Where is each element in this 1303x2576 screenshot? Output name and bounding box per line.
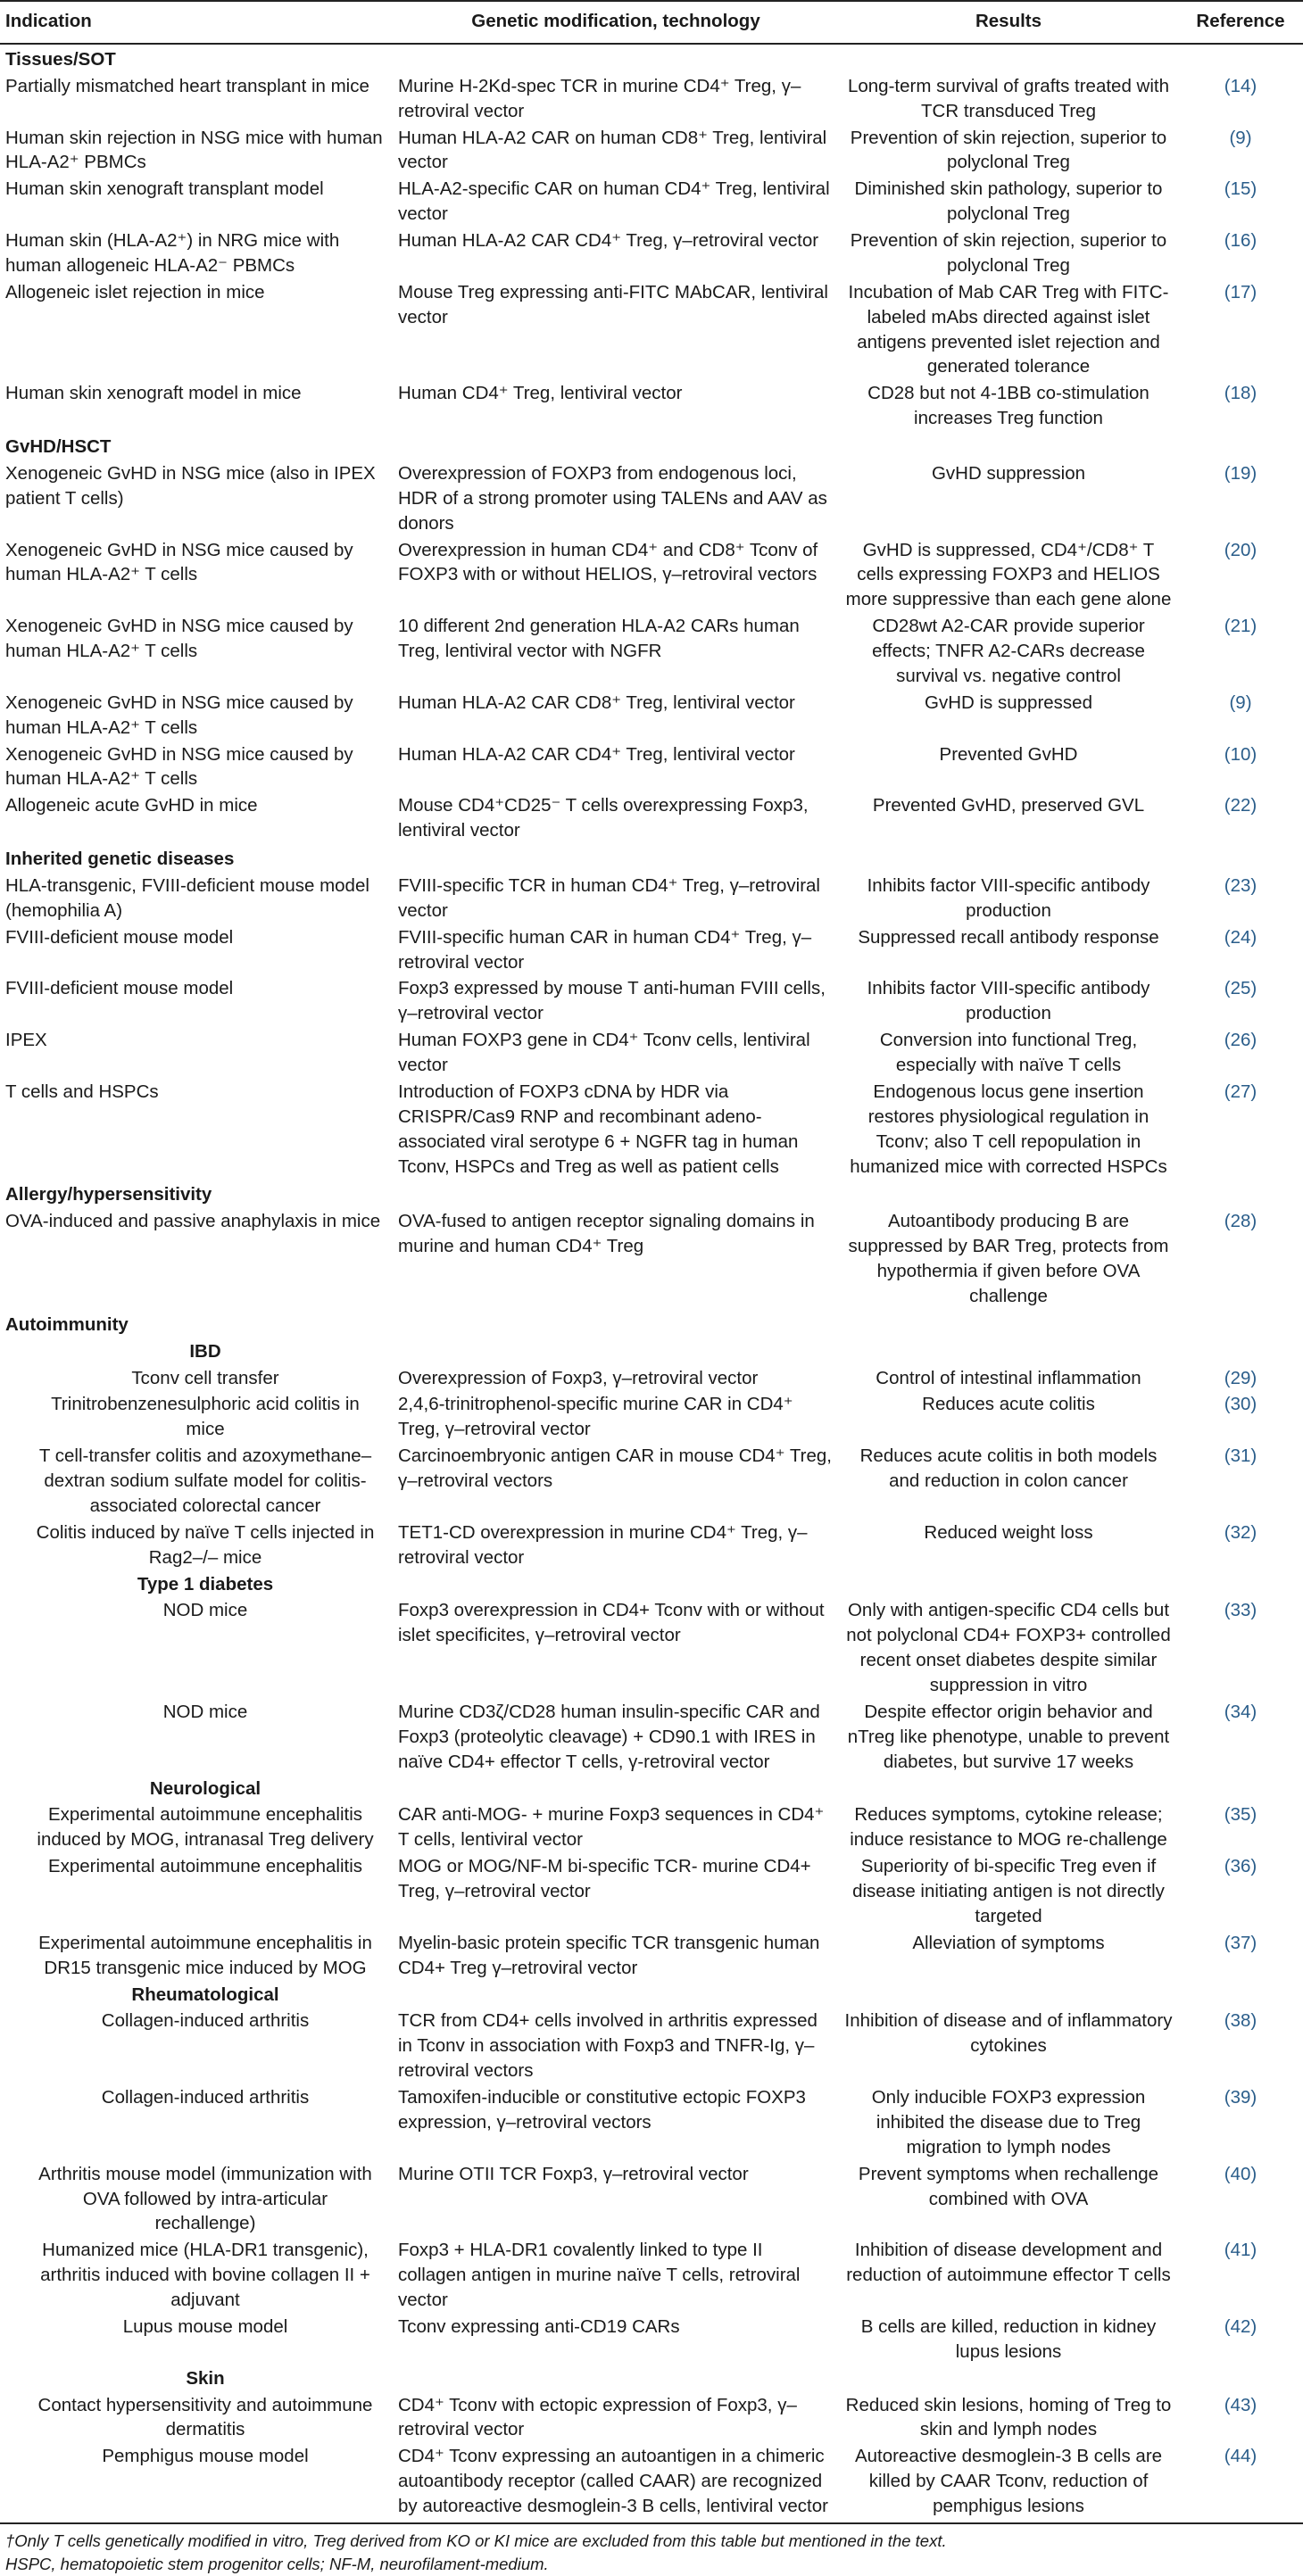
results-cell: Diminished skin pathology, superior to polyclonal Treg	[854, 178, 1163, 225]
indication-cell: Tconv cell transfer	[131, 1367, 279, 1388]
table-row	[0, 228, 1303, 279]
table-row	[0, 1079, 1303, 1180]
results-cell: GvHD is suppressed, CD4⁺/CD8⁺ T cells expressing FOXP3 and HELIOS more suppressive than each gene alone	[845, 539, 1172, 610]
indication-cell: Experimental autoimmune encephalitis induced by MOG, intranasal Treg delivery	[37, 1804, 374, 1851]
indication-cell: Human skin (HLA-A2⁺) in NRG mice with human allogeneic HLA-A2⁻ PBMCs	[5, 230, 340, 276]
subsection-title: Neurological	[149, 1777, 261, 1799]
technology-cell: HLA-A2-specific CAR on human CD4⁺ Treg, lentiviral vector	[398, 178, 830, 225]
table-row	[0, 873, 1303, 924]
table-row	[0, 380, 1303, 432]
technology-cell: Human HLA-A2 CAR CD4⁺ Treg, γ–retroviral vector	[398, 230, 819, 251]
reference-cell[interactable]: (30)	[1224, 1394, 1257, 1415]
results-cell: Autoantibody producing B are suppressed by BAR Treg, protects from hypothermia if given before OVA challenge	[848, 1211, 1169, 1306]
reference-cell[interactable]: (44)	[1178, 2443, 1303, 2523]
table-row	[0, 924, 1303, 976]
subsection-spacer	[393, 2365, 1303, 2392]
results-cell: Prevention of skin rejection, superior to polyclonal Treg	[850, 230, 1167, 276]
indication-cell: Colitis induced by naïve T cells injected in Rag2–/– mice	[36, 1521, 375, 1568]
subsection-heading-row	[0, 1776, 1303, 1802]
technology-cell: Carcinoembryonic antigen CAR in mouse CD4⁺ Treg, γ–retroviral vectors	[398, 1445, 832, 1491]
technology-cell: Mouse Treg expressing anti-FITC MAbCAR, lentiviral vector	[398, 281, 828, 327]
indication-cell: Contact hypersensitivity and autoimmune dermatitis	[37, 2394, 373, 2440]
table-row	[0, 613, 1303, 690]
subsection-heading-row	[0, 1982, 1303, 2009]
reference-cell[interactable]: (20)	[1224, 539, 1257, 560]
technology-cell: Overexpression in human CD4⁺ and CD8⁺ Tconv of FOXP3 with or without HELIOS, γ–retroviral vectors	[398, 539, 818, 585]
technology-cell: Murine OTII TCR Foxp3, γ–retroviral vector	[398, 2163, 749, 2184]
technology-cell: TCR from CD4+ cells involved in arthritis expressed in Tconv in association with Foxp3 and TNFR-Ig, γ–retroviral vectors	[398, 2010, 817, 2082]
results-cell: Alleviation of symptoms	[912, 1932, 1105, 1953]
table-row	[0, 1365, 1303, 1392]
results-cell: Autoreactive desmoglein-3 B cells are killed by CAAR Tconv, reduction of pemphigus lesions	[839, 2443, 1178, 2523]
reference-cell[interactable]: (29)	[1224, 1367, 1257, 1388]
table-row	[0, 125, 1303, 177]
header-indication: Indication	[0, 1, 393, 44]
indication-cell: Xenogeneic GvHD in NSG mice caused by human HLA-A2⁺ T cells	[5, 616, 353, 661]
table-row	[0, 1699, 1303, 1776]
technology-cell: FVIII-specific human CAR in human CD4⁺ Treg, γ–retroviral vector	[398, 926, 812, 973]
reference-cell[interactable]: (14)	[1224, 75, 1257, 96]
reference-cell[interactable]: (34)	[1224, 1701, 1257, 1722]
reference-cell[interactable]: (22)	[1224, 795, 1257, 816]
results-cell: Prevented GvHD, preserved GVL	[872, 795, 1145, 816]
results-cell: Inhibition of disease development and reduction of autoimmune effector T cells	[846, 2240, 1171, 2286]
reference-cell[interactable]: (18)	[1224, 383, 1257, 404]
technology-cell: Myelin-basic protein specific TCR transgenic human CD4+ Treg γ–retroviral vector	[398, 1932, 820, 1978]
section-heading-row	[0, 44, 1303, 73]
reference-cell[interactable]: (39)	[1224, 2087, 1257, 2108]
reference-cell[interactable]: (19)	[1224, 462, 1257, 484]
subsection-heading-row	[0, 1338, 1303, 1365]
results-cell: Prevented GvHD	[939, 743, 1078, 765]
subsection-spacer	[393, 1571, 1303, 1598]
results-cell: Only inducible FOXP3 expression inhibited the disease due to Treg migration to lymph nodes	[871, 2087, 1146, 2158]
reference-cell[interactable]: (33)	[1224, 1600, 1257, 1621]
indication-cell: Xenogeneic GvHD in NSG mice caused by human HLA-A2⁺ T cells	[5, 743, 353, 790]
subsection-title: IBD	[189, 1340, 221, 1362]
subsection-title: Type 1 diabetes	[137, 1573, 274, 1594]
section-title: Inherited genetic diseases	[5, 849, 235, 869]
indication-cell: OVA-induced and passive anaphylaxis in mice	[5, 1211, 381, 1232]
results-cell: CD28 but not 4-1BB co-stimulation increases Treg function	[867, 383, 1149, 429]
table-row	[0, 1391, 1303, 1443]
results-cell: Reduces symptoms, cytokine release; induce resistance to MOG re-challenge	[850, 1804, 1167, 1851]
indication-cell: IPEX	[5, 1030, 47, 1051]
reference-cell[interactable]: (41)	[1224, 2240, 1257, 2261]
table-row	[0, 2314, 1303, 2365]
table-row	[0, 1853, 1303, 1930]
indication-cell: Xenogeneic GvHD in NSG mice (also in IPEX patient T cells)	[5, 462, 376, 509]
indication-cell: Partially mismatched heart transplant in mice	[5, 75, 369, 96]
table-row	[0, 741, 1303, 793]
header-technology: Genetic modification, technology	[393, 1, 839, 44]
table-footnotes	[0, 2524, 1303, 2576]
technology-cell: CAR anti-MOG- + murine Foxp3 sequences in CD4⁺ T cells, lentiviral vector	[398, 1804, 825, 1851]
indication-cell: Human skin xenograft model in mice	[5, 383, 302, 404]
section-title: Tissues/SOT	[5, 48, 116, 70]
technology-cell: Tamoxifen-inducible or constitutive ectopic FOXP3 expression, γ–retroviral vectors	[398, 2087, 806, 2133]
indication-cell: Trinitrobenzenesulphoric acid colitis in mice	[51, 1394, 360, 1440]
indication-cell: Arthritis mouse model (immunization with OVA followed by intra-articular rechallenge)	[38, 2163, 372, 2234]
table-row	[0, 73, 1303, 125]
table-body	[0, 44, 1303, 2523]
table-row	[0, 460, 1303, 537]
results-cell: Inhibition of disease and of inflammatory cytokines	[844, 2010, 1173, 2057]
reference-cell[interactable]: (37)	[1224, 1932, 1257, 1953]
indication-cell: NOD mice	[162, 1701, 248, 1722]
indication-cell: Experimental autoimmune encephalitis in DR15 transgenic mice induced by MOG	[38, 1932, 372, 1978]
section-title: GvHD/HSCT	[5, 436, 112, 457]
indication-cell: NOD mice	[162, 1600, 248, 1621]
table-row	[0, 2392, 1303, 2444]
reference-cell[interactable]: (38)	[1224, 2010, 1257, 2032]
table-row	[0, 279, 1303, 381]
results-cell: B cells are killed, reduction in kidney lupus lesions	[860, 2315, 1157, 2362]
technology-cell: Foxp3 + HLA-DR1 covalently linked to type II collagen antigen in murine naïve T cells, retroviral vector	[398, 2240, 801, 2310]
reference-cell[interactable]: (21)	[1224, 616, 1257, 637]
table-row	[0, 792, 1303, 844]
technology-cell: Tconv expressing anti-CD19 CARs	[398, 2315, 680, 2337]
technology-cell: MOG or MOG/NF-M bi-specific TCR- murine CD4+ Treg, γ–retroviral vector	[398, 1856, 811, 1901]
table-row	[0, 1520, 1303, 1571]
results-cell: Superiority of bi-specific Treg even if disease initiating antigen is not directly targeted	[852, 1856, 1165, 1926]
reference-cell[interactable]: (10)	[1224, 743, 1257, 765]
table-row	[0, 176, 1303, 228]
indication-cell: Experimental autoimmune encephalitis	[47, 1856, 363, 1877]
results-cell: GvHD suppression	[931, 462, 1086, 484]
table-row	[0, 1802, 1303, 1853]
technology-cell: Human HLA-A2 CAR on human CD8⁺ Treg, lentiviral vector	[398, 127, 827, 173]
technology-cell: CD4⁺ Tconv expressing an autoantigen in a chimeric autoantibody receptor (called CAAR) are recognized by autoreactive desmoglein-3 B cells, lentiviral vector	[393, 2443, 839, 2523]
indication-cell: Lupus mouse model	[122, 2315, 288, 2337]
technology-cell: Human HLA-A2 CAR CD4⁺ Treg, lentiviral vector	[398, 743, 795, 765]
technology-cell: Murine CD3ζ/CD28 human insulin-specific CAR and Foxp3 (proteolytic cleavage) + CD90.1 with IRES in naïve CD4+ effector T cells, γ-retroviral vector	[398, 1701, 820, 1772]
results-cell: Prevent symptoms when rechallenge combined with OVA	[858, 2163, 1159, 2209]
results-cell: Incubation of Mab CAR Treg with FITC-labeled mAbs directed against islet antigens prevented islet rejection and generated tolerance	[848, 281, 1169, 377]
table-row	[0, 1597, 1303, 1699]
reference-cell[interactable]: (24)	[1224, 926, 1257, 948]
subsection-spacer	[393, 1338, 1303, 1365]
subsection-spacer	[393, 1776, 1303, 1802]
reference-cell[interactable]: (26)	[1224, 1030, 1257, 1051]
indication-cell: Human skin rejection in NSG mice with human HLA-A2⁺ PBMCs	[5, 127, 383, 173]
indication-cell: FVIII-deficient mouse model	[5, 978, 234, 999]
indication-cell: Allogeneic islet rejection in mice	[5, 281, 265, 302]
section-title: Allergy/hypersensitivity	[5, 1184, 212, 1205]
reference-cell[interactable]: (16)	[1224, 230, 1257, 251]
subsection-heading-row	[0, 1571, 1303, 1598]
technology-cell: Overexpression of FOXP3 from endogenous loci, HDR of a strong promoter using TALENs and AAV as donors	[398, 462, 827, 534]
section-heading-row	[0, 1310, 1303, 1338]
results-cell: Despite effector origin behavior and nTreg like phenotype, unable to prevent diabetes, but survive 17 weeks	[847, 1701, 1170, 1772]
results-cell: Prevention of skin rejection, superior to polyclonal Treg	[850, 127, 1167, 173]
table-row	[0, 2008, 1303, 2084]
reference-cell[interactable]: (42)	[1224, 2315, 1257, 2337]
indication-cell: Human skin xenograft transplant model	[5, 178, 324, 200]
reference-cell[interactable]: (15)	[1224, 178, 1257, 200]
table-row	[0, 2443, 1303, 2523]
indication-cell: Pemphigus mouse model	[0, 2443, 393, 2523]
results-cell: Reduces acute colitis	[922, 1394, 1095, 1415]
results-cell: Reduced weight loss	[924, 1521, 1093, 1543]
reference-cell[interactable]: (36)	[1224, 1856, 1257, 1877]
results-cell: CD28wt A2-CAR provide superior effects; TNFR A2-CARs decrease survival vs. negative control	[872, 616, 1145, 686]
indication-cell: FVIII-deficient mouse model	[5, 926, 234, 948]
results-cell: Conversion into functional Treg, especially with naïve T cells	[879, 1030, 1138, 1075]
results-cell: Endogenous locus gene insertion restores physiological regulation in Tconv; also T cell repopulation in humanized mice with corrected HSPCs	[850, 1081, 1167, 1177]
table-row	[0, 2084, 1303, 2161]
table-row	[0, 2237, 1303, 2314]
results-cell: Inhibits factor VIII-specific antibody production	[867, 978, 1150, 1024]
table-header	[0, 1, 1303, 44]
reference-cell[interactable]: (25)	[1224, 978, 1257, 999]
results-cell: Reduces acute colitis in both models and reduction in colon cancer	[859, 1445, 1158, 1491]
technology-cell: Human FOXP3 gene in CD4⁺ Tconv cells, lentiviral vector	[398, 1030, 810, 1075]
reference-cell[interactable]: (43)	[1224, 2394, 1257, 2415]
technology-cell: Foxp3 expressed by mouse T anti-human FVIII cells, γ–retroviral vector	[398, 978, 826, 1024]
section-heading-row	[0, 1180, 1303, 1208]
indication-cell: Collagen-induced arthritis	[101, 2087, 310, 2108]
reference-cell[interactable]: (9)	[1229, 127, 1252, 148]
reference-cell[interactable]: (27)	[1224, 1081, 1257, 1102]
reference-cell[interactable]: (28)	[1224, 1211, 1257, 1232]
indication-cell: T cells and HSPCs	[5, 1081, 159, 1102]
reference-cell[interactable]: (23)	[1224, 874, 1257, 896]
results-cell: Reduced skin lesions, homing of Treg to skin and lymph nodes	[845, 2394, 1172, 2440]
reference-cell[interactable]: (17)	[1224, 281, 1257, 302]
reference-cell[interactable]: (32)	[1224, 1521, 1257, 1543]
technology-cell: OVA-fused to antigen receptor signaling domains in murine and human CD4⁺ Treg	[398, 1211, 815, 1257]
reference-cell[interactable]: (31)	[1224, 1445, 1257, 1467]
table-row	[0, 1027, 1303, 1079]
indication-cell: Humanized mice (HLA-DR1 transgenic), arthritis induced with bovine collagen II + adjuvant	[40, 2240, 370, 2310]
section-heading-row	[0, 844, 1303, 873]
results-cell: Suppressed recall antibody response	[858, 926, 1159, 948]
reference-cell[interactable]: (40)	[1224, 2163, 1257, 2184]
subsection-spacer	[393, 1982, 1303, 2009]
subsection-title: Skin	[186, 2367, 225, 2389]
technology-cell: Human HLA-A2 CAR CD8⁺ Treg, lentiviral vector	[398, 692, 795, 713]
technology-cell: CD4⁺ Tconv with ectopic expression of Foxp3, γ–retroviral vector	[398, 2394, 797, 2440]
indication-cell: HLA-transgenic, FVIII-deficient mouse model (hemophilia A)	[5, 874, 369, 921]
results-cell: Only with antigen-specific CD4 cells but not polyclonal CD4+ FOXP3+ controlled recent onset diabetes despite similar suppression in vitro	[846, 1600, 1171, 1695]
table-row	[0, 2161, 1303, 2238]
technology-cell: FVIII-specific TCR in human CD4⁺ Treg, γ–retroviral vector	[398, 874, 820, 921]
indication-cell: T cell-transfer colitis and azoxymethane–dextran sodium sulfate model for colitis-associated colorectal cancer	[38, 1445, 372, 1516]
technology-cell: Human CD4⁺ Treg, lentiviral vector	[398, 383, 683, 404]
technology-cell: Mouse CD4⁺CD25⁻ T cells overexpressing Foxp3, lentiviral vector	[398, 795, 809, 841]
results-cell: Control of intestinal inflammation	[876, 1367, 1141, 1388]
technology-cell: Murine H-2Kd-spec TCR in murine CD4⁺ Treg, γ–retroviral vector	[398, 75, 801, 121]
footnote-1: †Only T cells genetically modified in vitro, Treg derived from KO or KI mice are excluded from this table but mentioned in the text.	[5, 2530, 947, 2550]
reference-cell[interactable]: (9)	[1229, 692, 1252, 713]
table-row	[0, 1443, 1303, 1520]
technology-cell: 10 different 2nd generation HLA-A2 CARs human Treg, lentiviral vector with NGFR	[398, 616, 800, 661]
results-cell: Inhibits factor VIII-specific antibody production	[867, 874, 1150, 921]
indication-cell: Xenogeneic GvHD in NSG mice caused by human HLA-A2⁺ T cells	[5, 692, 353, 738]
subsection-heading-row	[0, 2365, 1303, 2392]
footnote-2: HSPC, hematopoietic stem progenitor cells; NF-M, neurofilament-medium.	[5, 2554, 549, 2573]
indication-cell: Allogeneic acute GvHD in mice	[5, 795, 258, 816]
technology-cell: Overexpression of Foxp3, γ–retroviral vector	[398, 1367, 759, 1388]
table-row	[0, 1208, 1303, 1310]
reference-cell[interactable]: (35)	[1224, 1804, 1257, 1826]
technology-cell: Introduction of FOXP3 cDNA by HDR via CRISPR/Cas9 RNP and recombinant adeno-associated viral serotype 6 + NGFR tag in human Tconv, HSPCs and Treg as well as patient cells	[398, 1081, 799, 1177]
table-row	[0, 690, 1303, 741]
results-cell: GvHD is suppressed	[925, 692, 1092, 713]
indication-cell: Collagen-induced arthritis	[101, 2010, 310, 2032]
technology-cell: 2,4,6-trinitrophenol-specific murine CAR in CD4⁺ Treg, γ–retroviral vector	[398, 1394, 793, 1440]
results-cell: Long-term survival of grafts treated with TCR transduced Treg	[847, 75, 1170, 121]
table-row	[0, 537, 1303, 614]
header-reference: Reference	[1178, 1, 1303, 44]
technology-cell: Foxp3 overexpression in CD4+ Tconv with or without islet specificites, γ–retroviral vector	[398, 1600, 825, 1646]
technology-cell: TET1-CD overexpression in murine CD4⁺ Treg, γ–retroviral vector	[398, 1521, 808, 1568]
table-row	[0, 1930, 1303, 1982]
indication-cell: Xenogeneic GvHD in NSG mice caused by human HLA-A2⁺ T cells	[5, 539, 353, 585]
section-title: Autoimmunity	[5, 1313, 129, 1335]
section-heading-row	[0, 432, 1303, 460]
table-row	[0, 975, 1303, 1027]
header-results: Results	[839, 1, 1178, 44]
subsection-title: Rheumatological	[131, 1984, 279, 2005]
